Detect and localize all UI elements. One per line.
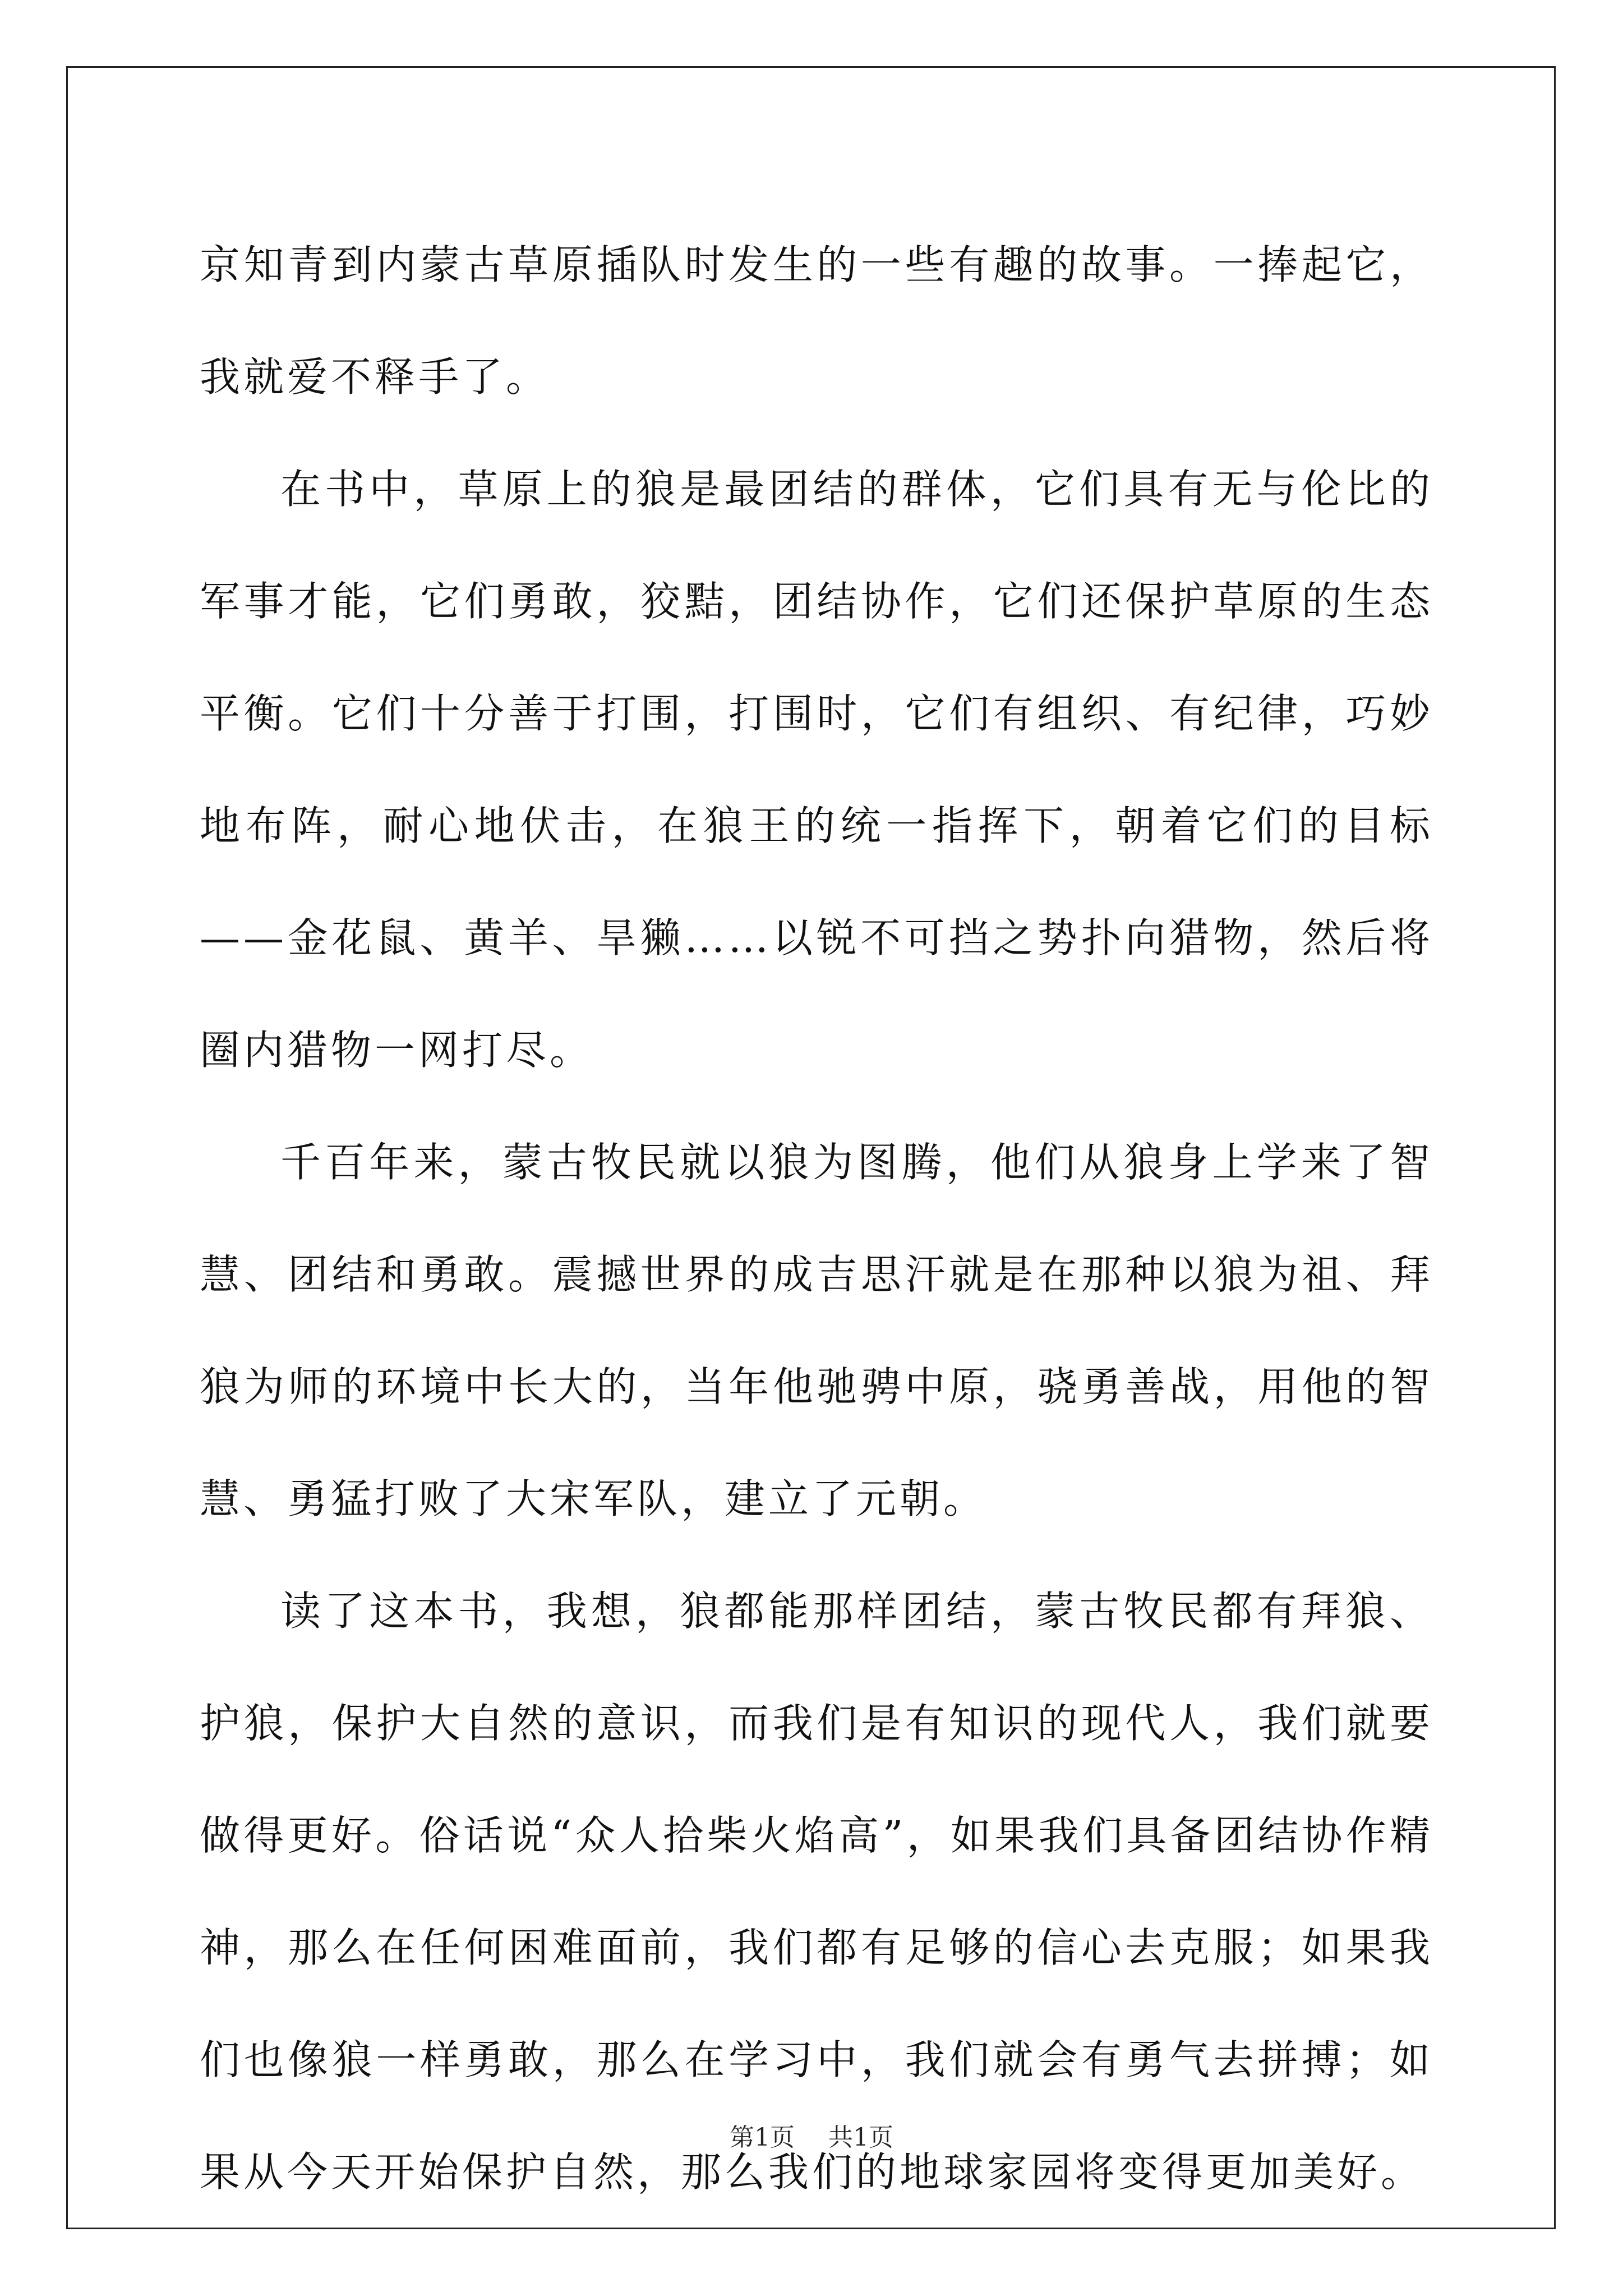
document-body xyxy=(200,209,1433,2228)
page-total: 共1页 xyxy=(828,2123,893,2152)
page-footer xyxy=(0,2117,1623,2153)
paragraph-3: 千百年来，蒙古牧民就以狼为图腾，他们从狼身上学来了智慧、团结和勇敢。震撼世界的成吉思汗就是在那种以狼为祖、拜狼为师的环境中长大的，当年他驰骋中原，骁勇善战，用他的智慧、勇猛打败了大宋军队，建立了元朝。 xyxy=(200,1139,1433,1522)
paragraph-4: 读了这本书，我想，狼都能那样团结，蒙古牧民都有拜狼、护狼，保护大自然的意识，而我们是有知识的现代人，我们就要做得更好。俗话说“众人拾柴火焰高”，如果我们具备团结协作精神，那么在任何困难面前，我们都有足够的信心去克服；如果我们也像狼一样勇敢，那么在学习中，我们就会有勇气去拼搏；如果从今天开始保护自然，那么我们的地球家园将变得更加美好。 xyxy=(200,1588,1433,2196)
page-number: 第1页 xyxy=(730,2123,795,2152)
paragraph-1: 京知青到内蒙古草原插队时发生的一些有趣的故事。一捧起它，我就爱不释手了。 xyxy=(200,241,1433,401)
paragraph-2: 在书中，草原上的狼是最团结的群体，它们具有无与伦比的军事才能，它们勇敢，狡黠，团结协作，它们还保护草原的生态平衡。它们十分善于打围，打围时，它们有组织、有纪律，巧妙地布阵，耐心地伏击，在狼王的统一指挥下，朝着它们的目标——金花鼠、黄羊、旱獭……以锐不可挡之势扑向猎物，然后将圈内猎物一网打尽。 xyxy=(200,466,1433,1074)
